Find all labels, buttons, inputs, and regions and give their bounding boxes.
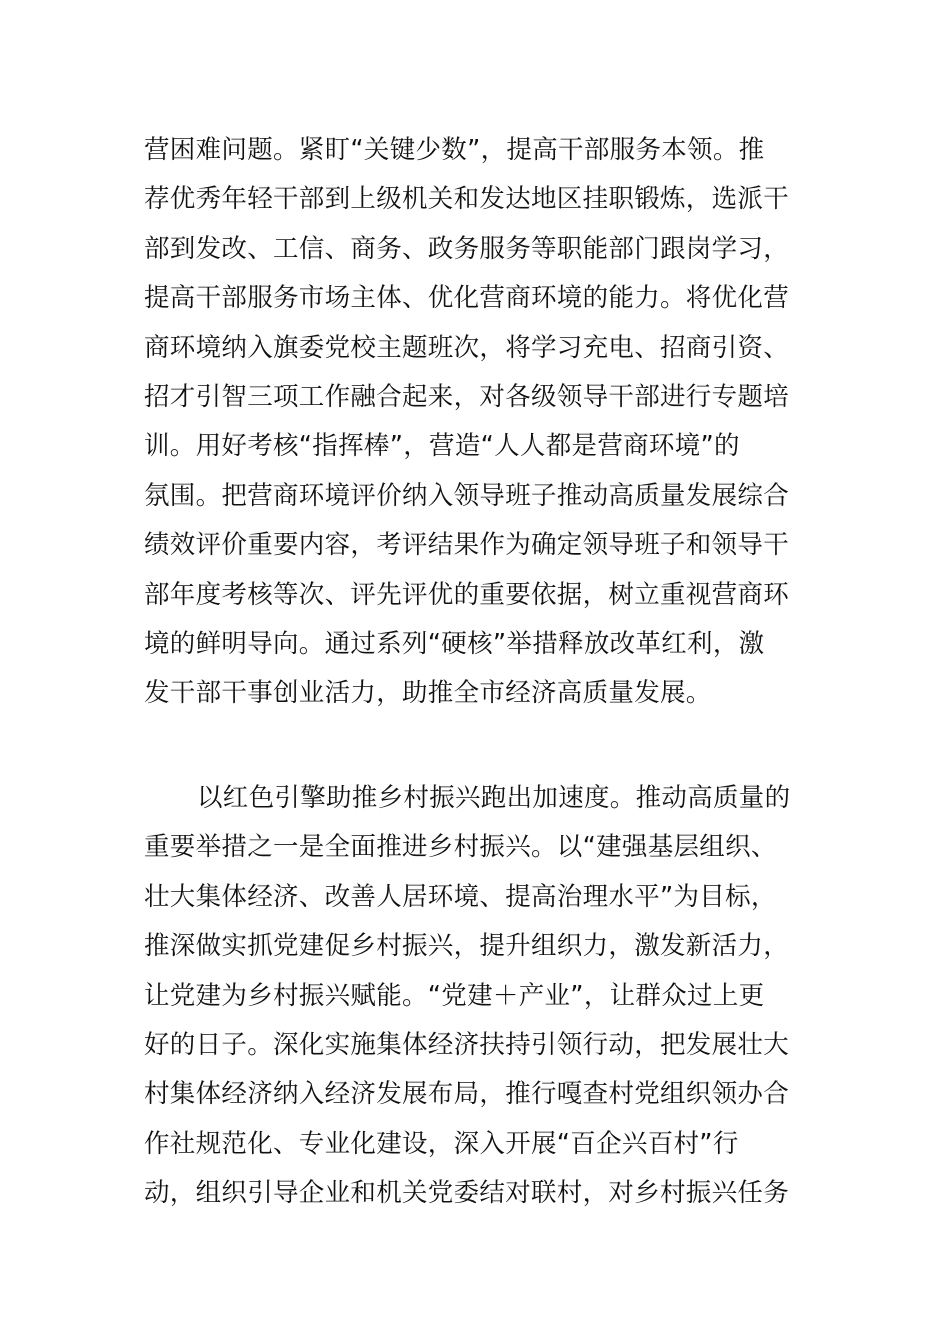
paragraph-1-line: 境的鲜明导向。通过系列“硬核”举措释放改革红利，激 [144,628,765,659]
paragraph-2-line: 好的日子。深化实施集体经济扶持引领行动，把发展壮大 [144,1029,790,1060]
paragraph-2-line: 推深做实抓党建促乡村振兴，提升组织力，激发新活力， [144,931,790,962]
paragraph-2-line: 让党建为乡村振兴赋能。“党建＋产业”，让群众过上更 [144,980,765,1011]
paragraph-1-line: 荐优秀年轻干部到上级机关和发达地区挂职锻炼，选派干 [144,184,790,215]
paragraph-2-line: 村集体经济纳入经济发展布局，推行嘎查村党组织领办合 [144,1079,790,1110]
paragraph-1-line: 发干部干事创业活力，助推全市经济高质量发展。 [144,678,712,709]
paragraph-1 [144,126,809,719]
paragraph-1-line: 训。用好考核“指挥棒”，营造“人人都是营商环境”的 [144,431,740,462]
paragraph-2-line: 以红色引擎助推乡村振兴跑出加速度。推动高质量的 [197,783,791,813]
paragraph-2-line: 重要举措之一是全面推进乡村振兴。以“建强基层组织、 [144,832,777,863]
paragraph-1-line: 营困难问题。紧盯“关键少数”，提高干部服务本领。推 [144,135,765,165]
paragraph-1-line: 商环境纳入旗委党校主题班次，将学习充电、招商引资、 [144,332,790,363]
paragraph-1-line: 招才引智三项工作融合起来，对各级领导干部进行专题培 [144,381,790,412]
paragraph-1-line: 提高干部服务市场主体、优化营商环境的能力。将优化营 [144,283,790,314]
paragraph-1-line: 氛围。把营商环境评价纳入领导班子推动高质量发展综合 [144,480,790,511]
paragraph-1-line: 部年度考核等次、评先评优的重要依据，树立重视营商环 [144,579,790,610]
paragraph-2-line: 壮大集体经济、改善人居环境、提高治理水平”为目标， [144,881,777,912]
paragraph-2 [144,774,809,1219]
paragraph-1-line: 绩效评价重要内容，考评结果作为确定领导班子和领导干 [144,530,790,561]
paragraph-1-line: 部到发改、工信、商务、政务服务等职能部门跟岗学习， [144,233,790,264]
paragraph-2-line: 作社规范化、专业化建设，深入开展“百企兴百村”行 [144,1128,739,1159]
paragraph-2-line: 动，组织引导企业和机关党委结对联村，对乡村振兴任务 [144,1178,790,1209]
